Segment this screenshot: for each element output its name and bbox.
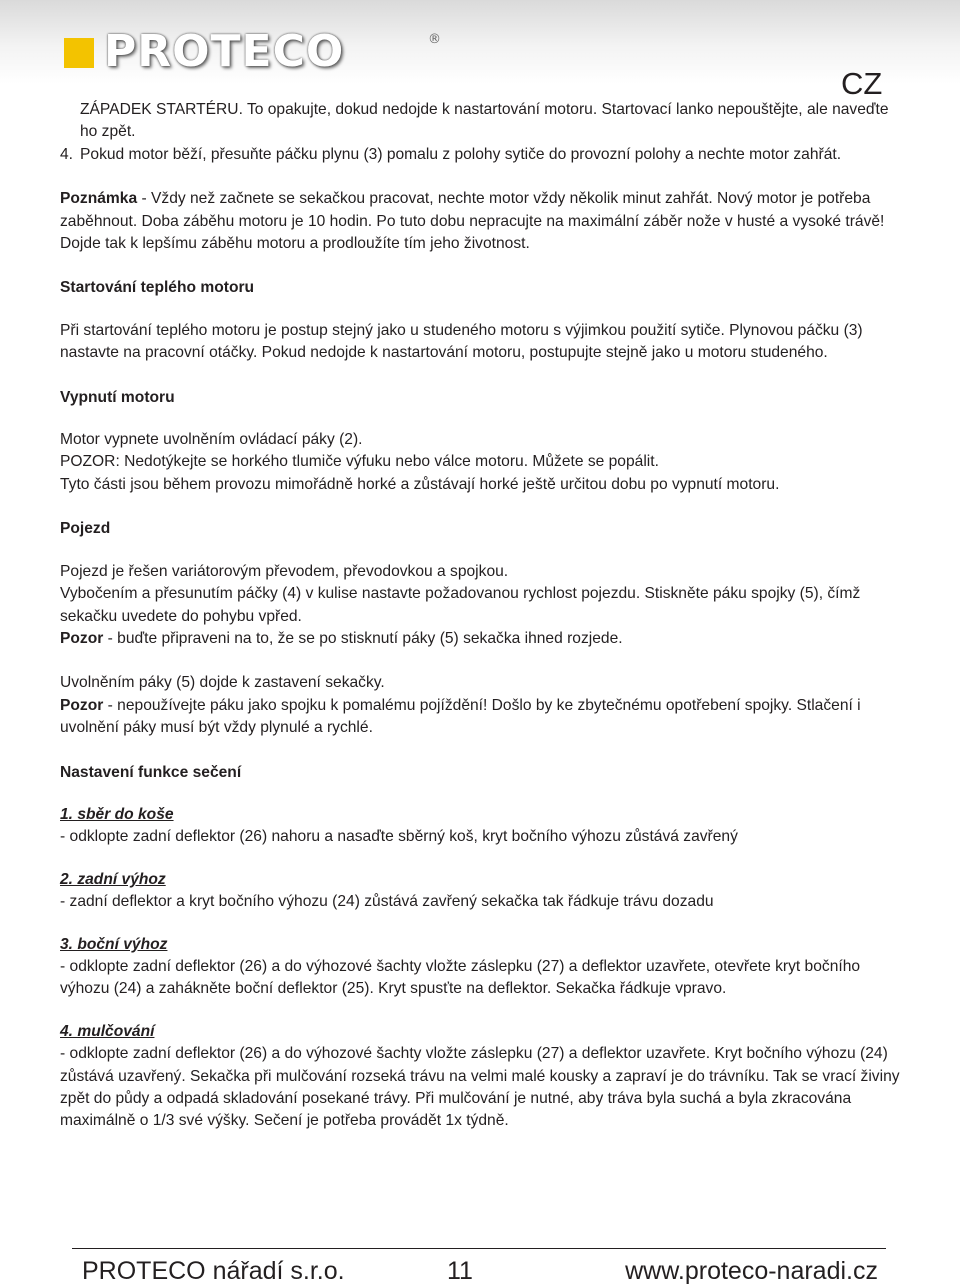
- start-step-continued: ZÁPADEK STARTÉRU. To opakujte, dokud nedojde k nastartování motoru. Startovací lanko nepouštějte, ale naveďte ho zpět.: [80, 101, 889, 141]
- page-content: [60, 99, 910, 1133]
- mode-3-text: - odklopte zadní deflektor (26) a do výhozové šachty vložte záslepku (27) a deflektor uzavřete, otevřete kryt bočního výhozu (24) a zahákněte boční deflektor (25). Kryt spusťte na deflektor. Sekačka řádkuje vpravo.: [60, 957, 861, 998]
- pozor-label: Pozor: [60, 696, 104, 714]
- footer-company: PROTECO nářadí s.r.o.: [82, 1257, 345, 1285]
- section-heading-cutting-mode: Nastavení funkce sečení: [60, 763, 242, 781]
- drive-line-5-text: - nepoužívejte páku jako spojku k pomalému pojíždění! Došlo by ke zbytečnému opotřebení spojky. Stlačení i uvolnění páky musí být vždy plynulé a rychlé.: [60, 696, 861, 737]
- registered-mark: ®: [428, 32, 441, 47]
- drive-line-3-text: - buďte připraveni na to, že se po stisknutí páky (5) sekačka ihned rozjede.: [103, 629, 623, 647]
- mode-2-title: 2. zadní výhoz: [60, 870, 166, 888]
- mode-2-text: - zadní deflektor a kryt bočního výhozu (24) zůstává zavřený sekačka tak řádkuje trávu dozadu: [60, 893, 714, 911]
- drive-line-3: [60, 628, 910, 650]
- pozor-label: Pozor: [60, 629, 104, 647]
- drive-line-4: Uvolněním páky (5) dojde k zastavení sekačky.: [60, 674, 385, 692]
- mode-4-title: 4. mulčování: [60, 1022, 155, 1040]
- mode-3-title: 3. boční výhoz: [60, 935, 168, 953]
- note-text: - Vždy než začnete se sekačkou pracovat, nechte motor vždy několik minut zahřát. Nový motor je potřeba zaběhnout. Doba záběhu motoru je 10 hodin. Po tuto dobu nepracujte na maximální záběr nože v husté a vysoké trávě! Dojde tak k lepšímu záběhu motoru a prodloužíte tím jeho životnost.: [60, 190, 885, 253]
- logo-wordmark: PROTECO: [104, 26, 345, 77]
- mode-1-text: - odklopte zadní deflektor (26) nahoru a nasaďte sběrný koš, kryt bočního výhozu zůstává zavřený: [60, 828, 738, 846]
- footer-website: www.proteco-naradi.cz: [625, 1257, 878, 1285]
- engine-off-line-3: Tyto části jsou během provozu mimořádně horké a zůstávají horké ještě určitou dobu po vypnutí motoru.: [60, 475, 780, 493]
- page-number: 11: [447, 1257, 473, 1285]
- drive-line-2: Vybočením a přesunutím páčky (4) v kulise nastavte požadovanou rychlost pojezdu. Stiskněte páku spojky (5), čímž sekačku uvedete do pohybu vpřed.: [60, 585, 861, 625]
- section-heading-engine-off: Vypnutí motoru: [60, 388, 175, 406]
- start-step-4: [60, 144, 910, 166]
- note-paragraph: [60, 188, 910, 255]
- footer-divider: [72, 1248, 886, 1249]
- drive-line-1: Pojezd je řešen variátorovým převodem, převodovkou a spojkou.: [60, 562, 509, 580]
- engine-off-line-2: POZOR: Nedotýkejte se horkého tlumiče výfuku nebo válce motoru. Můžete se popálit.: [60, 453, 659, 471]
- note-label: Poznámka: [60, 190, 138, 208]
- mode-1-title: 1. sběr do koše: [60, 805, 174, 823]
- section-heading-drive: Pojezd: [60, 520, 111, 538]
- step-text: Pokud motor běží, přesuňte páčku plynu (3) pomalu z polohy sytiče do provozní polohy a nechte motor zahřát.: [80, 145, 842, 163]
- mode-4-text: - odklopte zadní deflektor (26) a do výhozové šachty vložte záslepku (27) a deflektor uzavřete. Kryt bočního výhozu (24) zůstává uzavřený. Sekačka při mulčování rozseká trávu na velmi malé kousky a zapraví je do trávníku. Tak se vrací živiny zpět do půdy a odpadá skladování posekané trávy. Při mulčování je nutné, aby tráva byla suchá a byla zkracována maximálně o 1/3 své výšky. Sečení je potřeba provádět 1x týdně.: [60, 1045, 900, 1130]
- warm-start-text: Při startování teplého motoru je postup stejný jako u studeného motoru s výjimkou použití sytiče. Plynovou páčku (3) nastavte na pracovní otáčky. Pokud nedojde k nastartování motoru, postupujte stejně jako u motoru studeného.: [60, 321, 863, 362]
- drive-line-5: [60, 695, 910, 740]
- language-code: CZ: [841, 66, 883, 101]
- engine-off-line-1: Motor vypnete uvolněním ovládací páky (2).: [60, 431, 363, 449]
- logo-square-icon: [64, 38, 94, 68]
- section-heading-warm-start: Startování teplého motoru: [60, 279, 255, 297]
- step-number: 4.: [60, 145, 74, 163]
